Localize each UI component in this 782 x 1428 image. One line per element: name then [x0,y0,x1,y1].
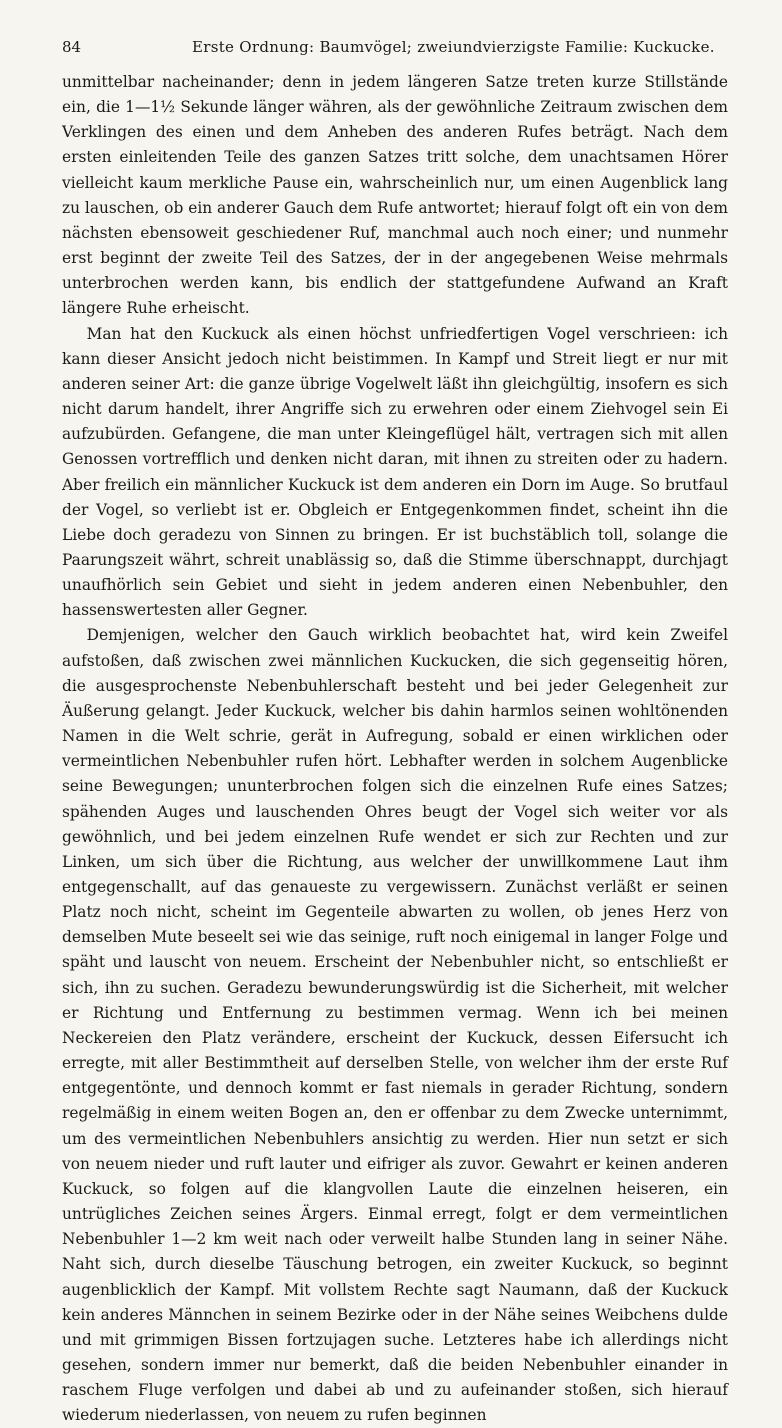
running-head: Erste Ordnung: Baumvögel; zweiundvierzigste Familie: Kuckucke. [192,38,715,56]
paragraph-1: unmittelbar nacheinander; denn in jedem längeren Satze treten kurze Stillstände ein, die 1—1½ Sekunde länger währen, als der gewöhnliche Zeitraum zwischen dem Verklingen des einen und dem Anheben des anderen Rufes beträgt. Nach dem ersten einleitenden Teile des ganzen Satzes tritt solche, dem unachtsamen Hörer vielleicht kaum merkliche Pause ein, wahrscheinlich nur, um einen Augenblick lang zu lauschen, ob ein anderer Gauch dem Rufe antwortet; hierauf folgt oft ein von dem nächsten ebensoweit geschiedener Ruf, manchmal auch noch einer; und nunmehr erst beginnt der zweite Teil des Satzes, der in der angegebenen Weise mehrmals unterbrochen werden kann, bis endlich der stattgefundene Aufwand an Kraft längere Ruhe erheischt. [62,73,728,318]
page-header [62,38,728,64]
page-number: 84 [62,38,82,56]
paragraph-2: Man hat den Kuckuck als einen höchst unfriedfertigen Vogel verschrieen: ich kann dieser Ansicht jedoch nicht beistimmen. In Kampf und Streit liegt er nur mit anderen seiner Art: die ganze übrige Vogelwelt läßt ihn gleichgültig, insofern es sich nicht darum handelt, ihrer Angriffe sich zu erwehren oder einem Ziehvogel sein Ei aufzubürden. Gefangene, die man unter Kleingeflügel hält, vertragen sich mit allen Genossen vortrefflich und denken nicht daran, mit ihnen zu streiten oder zu hadern. Aber freilich ein männlicher Kuckuck ist dem anderen ein Dorn im Auge. So brutfaul der Vogel, so verliebt ist er. Obgleich er Entgegenkommen findet, scheint ihn die Liebe doch geradezu von Sinnen zu bringen. Er ist buchstäblich toll, solange die Paarungszeit währt, schreit unablässig so, daß die Stimme überschnappt, durchjagt unaufhörlich sein Gebiet und sieht in jedem anderen einen Nebenbuhler, den hassenswertesten aller Gegner. [62,324,728,620]
body-text [62,70,728,1425]
paragraph-3: Demjenigen, welcher den Gauch wirklich beobachtet hat, wird kein Zweifel aufstoßen, daß zwischen zwei männlichen Kuckucken, die sich gegenseitig hören, die ausgesprochenste Nebenbuhlerschaft besteht und bei jeder Gelegenheit zur Äußerung gelangt. Jeder Kuckuck, welcher bis dahin harmlos seinen wohltönenden Namen in die Welt schrie, gerät in Aufregung, sobald er einen wirklichen oder vermeintlichen Nebenbuhler rufen hört. Lebhafter werden in solchem Augenblicke seine Bewegungen; ununterbrochen folgen sich die einzelnen Rufe eines Satzes; spähenden Auges und lauschenden Ohres beugt der Vogel sich weiter vor als gewöhnlich, und bei jedem einzelnen Rufe wendet er sich zur Rechten und zur Linken, um sich über die Richtung, aus welcher der unwillkommene Laut ihm entgegenschallt, auf das genaueste zu vergewissern. Zunächst verläßt er seinen Platz noch nicht, scheint im Gegenteile abwarten zu wollen, ob jenes Herz von demselben Mute beseelt sei wie das seinige, ruft noch einigemal in langer Folge und späht und lauscht von neuem. Erscheint der Nebenbuhler nicht, so entschließt er sich, ihn zu suchen. Geradezu bewunderungswürdig ist die Sicherheit, mit welcher er Richtung und Entfernung zu bestimmen vermag. Wenn ich bei meinen Neckereien den Platz verändere, erscheint der Kuckuck, dessen Eifersucht ich erregte, mit aller Bestimmtheit auf derselben Stelle, von welcher ihm der erste Ruf entgegentönte, und dennoch kommt er fast niemals in gerader Richtung, sondern regelmäßig in einem weiten Bogen an, den er offenbar zu dem Zwecke unternimmt, um des vermeintlichen Nebenbuhlers ansichtig zu werden. Hier nun setzt er sich von neuem nieder und ruft lauter und eifriger als zuvor. Gewahrt er keinen anderen Kuckuck, so folgen auf die klangvollen Laute die einzelnen heiseren, ein untrügliches Zeichen seines Ärgers. Einmal erregt, folgt er dem vermeintlichen Nebenbuhler 1—2 km weit nach oder verweilt halbe Stunden lang in seiner Nähe. Naht sich, durch dieselbe Täuschung betrogen, ein zweiter Kuckuck, so beginnt augenblicklich der Kampf. Mit vollstem Rechte sagt Naumann, daß der Kuckuck kein anderes Männchen in seinem Bezirke oder in der Nähe seines Weibchens dulde und mit grimmigen Bissen fortzujagen suche. Letzteres habe ich allerdings nicht gesehen, sondern immer nur bemerkt, daß die beiden Nebenbuhler einander in raschem Fluge verfolgen und dabei ab und zu aufeinander stoßen, sich hierauf wiederum niederlassen, von neuem zu rufen beginnen [62,626,728,1425]
